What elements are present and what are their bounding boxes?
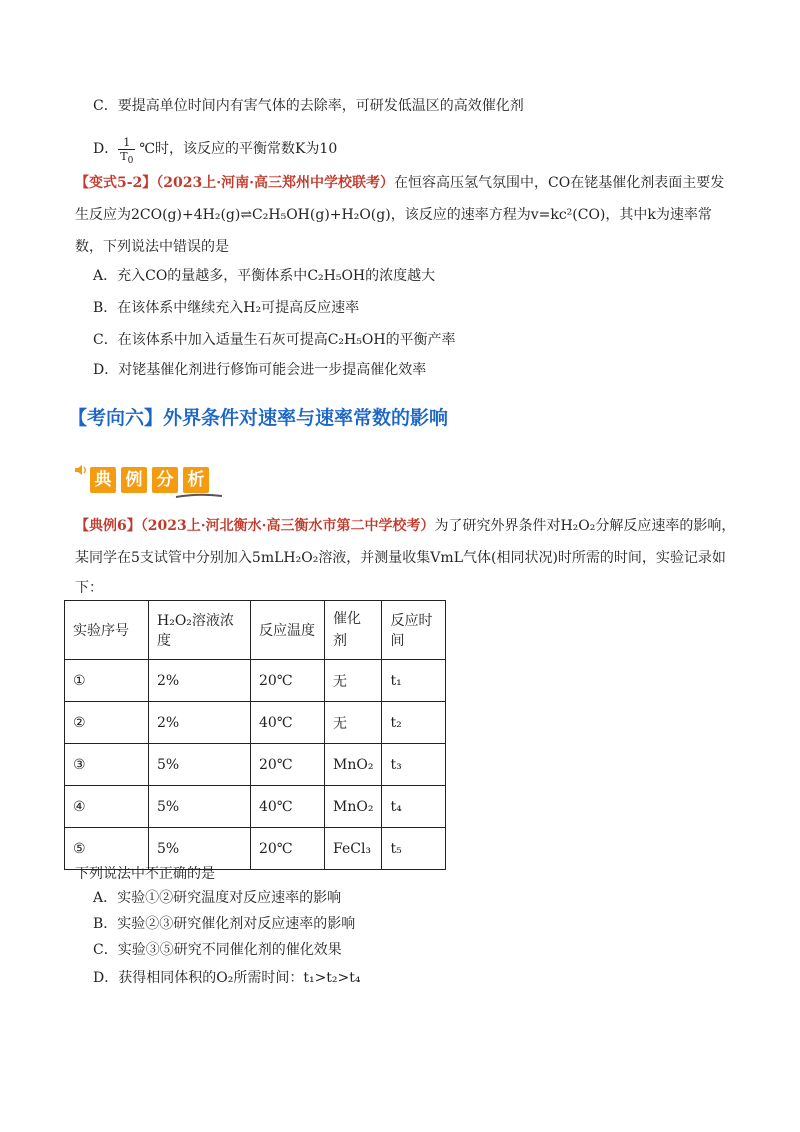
table-cell: MnO₂ (325, 786, 382, 828)
table-cell: ① (65, 660, 149, 702)
example-line-3: 下： (75, 580, 103, 596)
table-row (65, 702, 446, 744)
variant-tag: 【变式5-2】 (75, 175, 157, 191)
table-cell: ③ (65, 744, 149, 786)
table-cell: 20℃ (251, 660, 325, 702)
example-question: 下列说法中不正确的是 (75, 866, 215, 882)
badge-underline-swash (174, 493, 224, 499)
badge-char: 析 (183, 467, 209, 493)
prev-option-d: D． $\frac{1}{T_0}$ ℃时，该反应的平衡常数K为10 (93, 135, 338, 166)
variant-option-a: A．充入CO的量越多，平衡体系中C₂H₅OH的浓度越大 (93, 268, 436, 284)
table-cell: FeCl₃ (325, 828, 382, 870)
table-cell: t₄ (382, 786, 446, 828)
example-tag: 【典例6】 (75, 518, 141, 534)
table-cell: MnO₂ (325, 744, 382, 786)
table-cell: 40℃ (251, 786, 325, 828)
table-cell: ④ (65, 786, 149, 828)
example-line-1: 【典例6】（2023上·河北衡水·高三衡水市第二中学校考）为了研究外界条件对H₂O₂分解反应速率的影响， (75, 518, 736, 534)
badge-char: 例 (121, 467, 147, 493)
table-cell: ⑤ (65, 828, 149, 870)
experiment-table (64, 600, 446, 870)
example-line-2: 某同学在5支试管中分别加入5mLH₂O₂溶液，并测量收集VmL气体(相同状况)时所需的时间，实验记录如 (75, 550, 726, 566)
prev-option-c: C．要提高单位时间内有害气体的去除率，可研发低温区的高效催化剂 (93, 98, 524, 114)
table-header-row (65, 601, 446, 660)
table-cell: t₂ (382, 702, 446, 744)
table-header-cell: 催化剂 (325, 601, 382, 660)
example-option-d: D．获得相同体积的O₂所需时间：t₁>t₂>t₄ (93, 970, 361, 986)
table-cell: 2% (149, 702, 251, 744)
table-cell: 无 (325, 702, 382, 744)
example-option-c: C．实验③⑤研究不同催化剂的催化效果 (93, 942, 342, 958)
variant-option-b: B．在该体系中继续充入H₂可提高反应速率 (93, 300, 360, 316)
example-source: （2023上·河北衡水·高三衡水市第二中学校考） (140, 518, 435, 534)
table-row (65, 660, 446, 702)
variant-line-3: 数，下列说法中错误的是 (75, 239, 229, 255)
table-header-cell: H₂O₂溶液浓度 (149, 601, 251, 660)
table-header-cell: 反应温度 (251, 601, 325, 660)
variant-option-d: D．对铑基催化剂进行修饰可能会进一步提高催化效率 (93, 362, 427, 378)
table-row (65, 786, 446, 828)
badge-char: 分 (152, 467, 178, 493)
table-cell: 5% (149, 828, 251, 870)
table-cell: 20℃ (251, 744, 325, 786)
table-cell: t₁ (382, 660, 446, 702)
example-option-b: B．实验②③研究催化剂对反应速率的影响 (93, 916, 356, 932)
table-cell: 2% (149, 660, 251, 702)
table-cell: t₅ (382, 828, 446, 870)
table-header-cell: 反应时间 (382, 601, 446, 660)
speaker-icon (74, 463, 88, 477)
variant-source: （2023上·河南·高三郑州中学校联考） (156, 175, 395, 191)
example-option-a: A．实验①②研究温度对反应速率的影响 (93, 890, 342, 906)
rate-equation: v=kc²(CO) (530, 207, 606, 223)
variant-option-c: C．在该体系中加入适量生石灰可提高C₂H₅OH的平衡产率 (93, 332, 456, 348)
section-heading: 【考向六】外界条件对速率与速率常数的影响 (68, 407, 449, 429)
badge-char: 典 (90, 467, 116, 493)
table-header-cell: 实验序号 (65, 601, 149, 660)
table-cell: 5% (149, 786, 251, 828)
variant-line-2: 生反应为2CO(g)+4H₂(g)⇌C₂H₅OH(g)+H₂O(g)，该反应的速率方程为v=kc²(CO)，其中k为速率常 (75, 207, 712, 223)
table-cell: 40℃ (251, 702, 325, 744)
table-cell: 20℃ (251, 828, 325, 870)
table-row (65, 744, 446, 786)
table-cell: 5% (149, 744, 251, 786)
fraction-1-over-t0: $\frac{1}{T_0}$ (120, 135, 134, 166)
reaction-equation: 2CO(g)+4H₂(g)⇌C₂H₅OH(g)+H₂O(g) (131, 207, 391, 223)
variant-line-1: 【变式5-2】（2023上·河南·高三郑州中学校联考）在恒容高压氢气氛围中，CO在铑基催化剂表面主要发 (75, 175, 725, 191)
table-cell: t₃ (382, 744, 446, 786)
table-cell: ② (65, 702, 149, 744)
table-cell: 无 (325, 660, 382, 702)
example-analysis-badge (74, 463, 224, 501)
